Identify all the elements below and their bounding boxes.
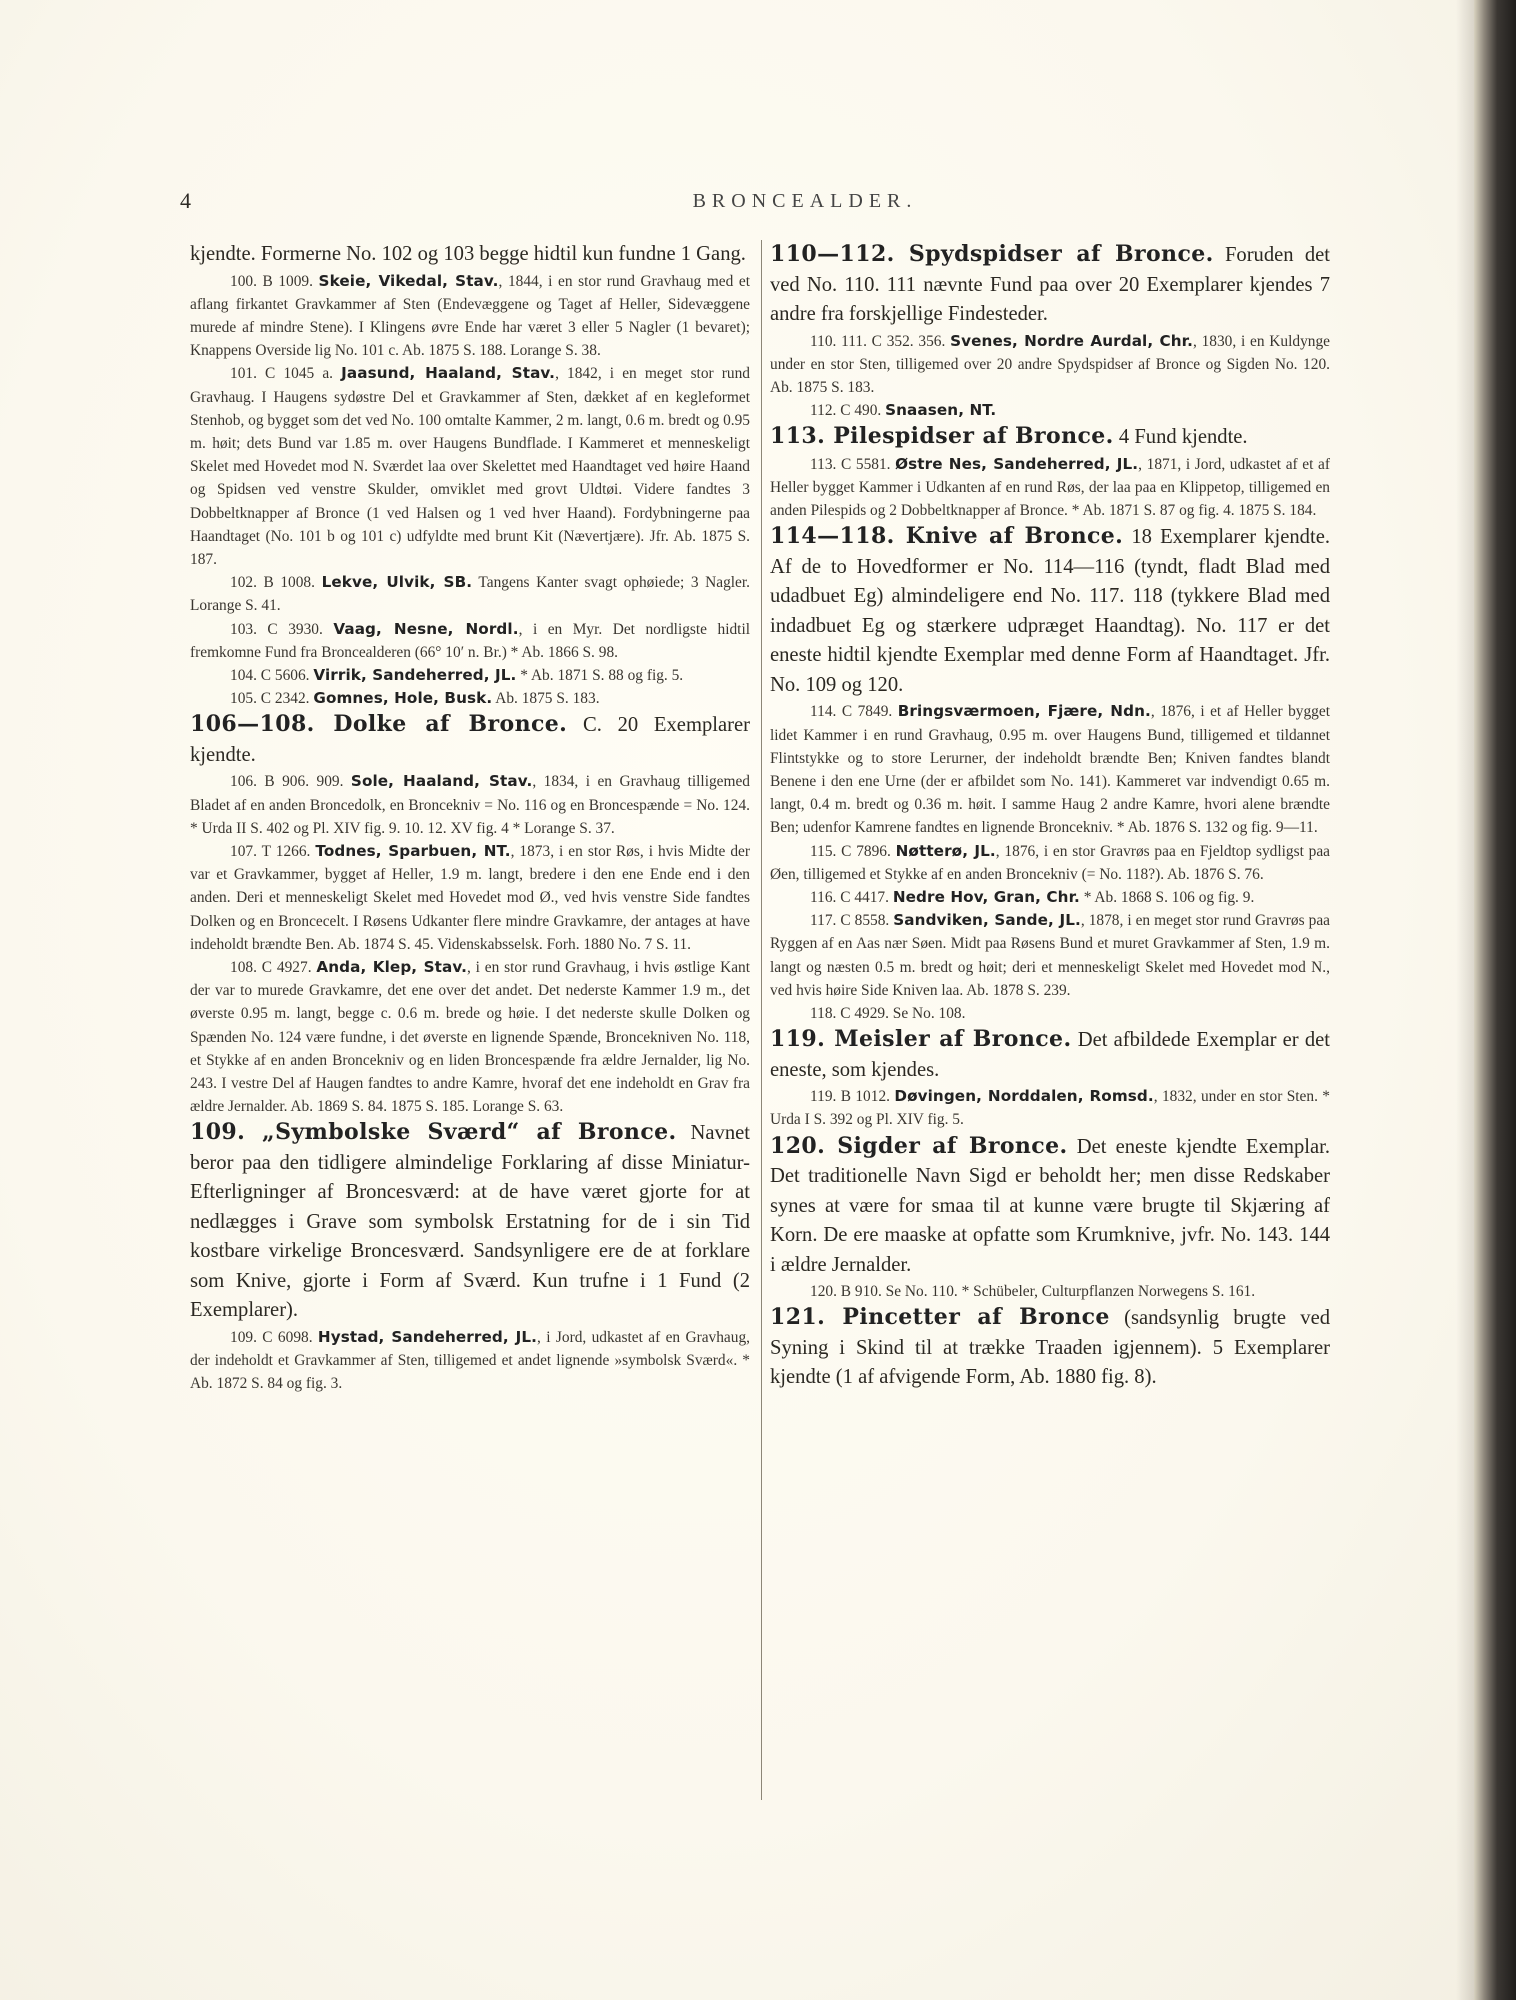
- catalogue-entry: [770, 1002, 1330, 1025]
- entry-text: , 1842, i en meget stor rund Gravhaug. I Haugens sydøstre Del et Gravkammer af Sten, dækket af en kegleformet Stenhob, og bygget som det ved No. 100 omtalte Kammer, 2 m. langt, 0.6 m. bredt og 0.95 m. høit; dets Bund var 1.85 m. over Haugens Bundflade. I Kammeret et menneskeligt Skelet med Hovedet mod N. Sværdet laa over Skelettet med Haandtaget ved høire Haand og Spidsen ved venstre Skulder, omviklet med grovt Uldtøi. Videre fandtes 3 Dobbeltknapper af Bronce (1 ved Halsen og 1 ved hver Haand). Fordybningerne paa Haandtaget (No. 101 b og 101 c) udfyldte med brunt Kit (Nævertjære). Jfr. Ab. 1875 S. 187.: [190, 365, 750, 568]
- entry-text: 100. B 1009.: [230, 272, 319, 290]
- entry-text: Det afbildede Exemplar er det eneste, som kjendes.: [770, 1029, 1330, 1081]
- entry-text: kjendte. Formerne No. 102 og 103 begge hidtil kun fundne 1 Gang.: [190, 243, 746, 265]
- catalogue-entry: [770, 700, 1330, 839]
- section-heading: 110—112. Spydspidser af Bronce.: [770, 241, 1214, 267]
- find-place: Lekve, Ulvik, SB.: [321, 573, 473, 592]
- entry-text: , 1830, i en Kuldynge under en stor Sten, tilligemed over 20 andre Spydspidser af Bronce og Sigden No. 120. Ab. 1875 S. 183.: [770, 332, 1331, 396]
- section-paragraph: [770, 1303, 1330, 1393]
- catalogue-entry: [190, 770, 750, 840]
- section-paragraph: [770, 522, 1330, 700]
- catalogue-entry: [190, 362, 750, 571]
- catalogue-entry: [770, 453, 1330, 523]
- entry-text: 104. C 5606.: [230, 666, 314, 684]
- entry-text: 4 Fund kjendte.: [1113, 426, 1248, 449]
- entry-text: , i en stor rund Gravhaug, i hvis østlige Kant der var to murede Gravkamre, det ene over det andet. Det nederste Kammer 1.9 m., det øverste 0.95 m. langt, begge c. 0.6 m. brede og høie. I det nederste skulle Dolken og Spænden No. 124 være fundne, i det øverste en lignende Spænde, Broncekniven No. 118, et Stykke af en anden Broncekniv og en liden Broncespænde fra ældre Jernalder, lig No. 243. I vestre Del af Haugen fandtes to andre Kamre, hvoraf det ene indeholdt en Grav fra ældre Jernalder. Ab. 1869 S. 84. 1875 S. 185. Lorange S. 63.: [190, 958, 751, 1116]
- right-column: [770, 240, 1330, 1393]
- catalogue-entry: [190, 618, 750, 664]
- section-paragraph: [770, 422, 1330, 453]
- find-place: Virrik, Sandeherred, JL.: [313, 665, 517, 684]
- section-heading: 119. Meisler af Bronce.: [770, 1026, 1072, 1053]
- entry-text: 113. C 5581.: [810, 455, 896, 473]
- catalogue-entry: [190, 270, 750, 363]
- entry-text: Navnet beror paa den tidligere almindelige Forklaring af disse Miniatur-Efterligninger af Broncesværd: at de have været gjorte for at nedlægges i Grave som symbolsk Erstatning for de i sin Tid kostbare virkelige Broncesværd. Sandsynligere ere de at forklare som Knive, gjorte i Form af Sværd. Kun trufne i 1 Fund (2 Exemplarer).: [190, 1122, 750, 1322]
- catalogue-entry: [770, 909, 1330, 1002]
- section-heading: 121. Pincetter af Bronce: [770, 1304, 1110, 1331]
- entry-text: 102. B 1008.: [230, 574, 322, 592]
- entry-text: , 1876, i en stor Gravrøs paa en Fjeldtop sydligst paa Øen, tilligemed et Stykke af en anden Broncekniv (= No. 118?). Ab. 1876 S. 76.: [770, 842, 1330, 883]
- section-heading: 109. „Symbolske Sværd“ af Bronce.: [190, 1119, 677, 1146]
- find-place: Døvingen, Norddalen, Romsd.: [894, 1087, 1154, 1106]
- section-heading: 113. Pilespidser af Bronce.: [770, 423, 1114, 450]
- catalogue-entry: [770, 399, 1330, 422]
- entry-text: , 1834, i en Gravhaug tilligemed Bladet af en anden Broncedolk, en Broncekniv = No. 116 og en Broncespænde = No. 124. * Urda II S. 402 og Pl. XIV fig. 9. 10. 12. XV fig. 4 * Lorange S. 37.: [190, 773, 750, 837]
- book-spine: [1474, 0, 1516, 2000]
- find-place: Vaag, Nesne, Nordl.: [333, 619, 519, 638]
- section-paragraph: [190, 710, 750, 770]
- find-place: Anda, Klep, Stav.: [316, 957, 467, 976]
- entry-text: 112. C 490.: [810, 402, 886, 420]
- find-place: Østre Nes, Sandeherred, JL.: [895, 454, 1139, 473]
- entry-text: , 1844, i en stor rund Gravhaug med et aflang firkantet Gravkammer af Sten (Endevæggene og Taget af Heller, Sidevæggene murede af mindre Stene). I Klingens øvre Ende har været 3 eller 5 Nagler (1 bevaret); Knappens Overside lig No. 101 c. Ab. 1875 S. 188. Lorange S. 38.: [190, 272, 750, 360]
- entry-text: , i en Myr. Det nordligste hidtil fremkomne Fund fra Broncealderen (66° 10′ n. Br.) * Ab. 1866 S. 98.: [190, 620, 751, 661]
- catalogue-entry: [190, 664, 750, 687]
- catalogue-entry: [190, 1326, 750, 1396]
- find-place: Sandviken, Sande, JL.: [893, 911, 1081, 930]
- entry-text: 18 Exemplarer kjendte. Af de to Hovedformer er No. 114—116 (tyndt, fladt Blad med udadbuet Eg) almindeligere end No. 117. 118 (tykkere Blad med indadbuet Eg og stærkere udpræget Haandtag). No. 117 er det eneste hidtil kjendte Exemplar med denne Form af Haandtaget. Jfr. No. 109 og 120.: [770, 526, 1330, 696]
- entry-text: 105. C 2342.: [230, 690, 314, 708]
- entry-text: (sandsynlig brugte ved Syning i Skind til at trække Traaden igjennem). 5 Exemplarer kjendte (1 af afvigende Form, Ab. 1880 fig. 8).: [770, 1307, 1331, 1389]
- catalogue-entry: [770, 840, 1330, 886]
- find-place: Sole, Haaland, Stav.: [350, 772, 533, 791]
- find-place: Gomnes, Hole, Busk.: [313, 689, 493, 708]
- entry-text: 106. B 906. 909.: [230, 773, 351, 791]
- entry-text: Ab. 1875 S. 183.: [492, 690, 600, 708]
- section-heading: 106—108. Dolke af Bronce.: [190, 711, 568, 738]
- find-place: Snaasen, NT.: [885, 401, 997, 420]
- catalogue-entry: [190, 840, 750, 956]
- section-paragraph: [190, 240, 750, 270]
- catalogue-entry: [190, 956, 750, 1118]
- entry-text: 114. C 7849.: [810, 703, 898, 721]
- section-paragraph: [770, 1132, 1330, 1281]
- entry-text: , 1873, i en stor Røs, i hvis Midte der var et Gravkammer, bygget af Heller, 1.9 m. langt, bredere i den ene Ende end i den anden. Deri et menneskeligt Skelet med Hovedet mod Ø., ved hvis venstre Side fandtes Dolken og en Broncecelt. I Røsens Udkanter flere mindre Gravkamre, der antages at have indeholdt brændte Ben. Ab. 1874 S. 45. Videnskabsselsk. Forh. 1880 No. 7 S. 11.: [190, 842, 751, 953]
- entry-text: 119. B 1012.: [810, 1088, 895, 1106]
- entry-text: * Ab. 1868 S. 106 og fig. 9.: [1079, 889, 1255, 907]
- column-divider: [761, 240, 762, 1800]
- catalogue-entry: [190, 571, 750, 617]
- entry-text: 110. 111. C 352. 356.: [810, 332, 951, 350]
- section-paragraph: [190, 1118, 750, 1326]
- entry-text: , 1871, i Jord, udkastet af et af Heller bygget Kammer i Udkanten af en rund Røs, der laa paa en Klippetop, tilligemed en anden Pilespids og 2 Dobbeltknapper af Bronce. * Ab. 1871 S. 87 og fig. 4. 1875 S. 184.: [770, 455, 1330, 520]
- entry-text: 103. C 3930.: [230, 620, 334, 638]
- entry-text: * Ab. 1871 S. 88 og fig. 5.: [516, 666, 684, 684]
- section-paragraph: [770, 240, 1330, 330]
- catalogue-entry: [190, 687, 750, 710]
- find-place: Nedre Hov, Gran, Chr.: [892, 888, 1080, 907]
- entry-text: , i Jord, udkastet af en Gravhaug, der indeholdt et Gravkammer af Sten, tilligemed et andet lignende »symbolsk Sværd«. * Ab. 1872 S. 84 og fig. 3.: [190, 1328, 750, 1393]
- entry-text: 101. C 1045 a.: [230, 365, 342, 383]
- catalogue-entry: [770, 1085, 1330, 1131]
- page-number: 4: [180, 188, 191, 213]
- find-place: Jaasund, Haaland, Stav.: [341, 364, 556, 383]
- section-heading: 120. Sigder af Bronce.: [770, 1132, 1068, 1159]
- find-place: Svenes, Nordre Aurdal, Chr.: [950, 331, 1193, 350]
- page-gutter-shadow: [1456, 0, 1474, 2000]
- find-place: Nøtterø, JL.: [895, 841, 996, 860]
- find-place: Todnes, Sparbuen, NT.: [315, 841, 511, 860]
- find-place: Bringsværmoen, Fjære, Ndn.: [897, 702, 1151, 721]
- section-paragraph: [770, 1025, 1330, 1085]
- entry-text: C. 20 Exemplarer kjendte.: [190, 714, 750, 766]
- entry-text: 116. C 4417.: [810, 889, 893, 907]
- find-place: Hystad, Sandeherred, JL.: [317, 1327, 538, 1346]
- left-column: [190, 240, 750, 1396]
- catalogue-entry: [770, 330, 1330, 400]
- entry-text: 120. B 910. Se No. 110. * Schübeler, Culturpflanzen Norwegens S. 161.: [810, 1283, 1256, 1301]
- entry-text: , 1876, i et af Heller bygget lidet Kammer i en rund Gravhaug, 0.95 m. over Haugens Bund, tilligemed et tildannet Flintstykke og to store Lerurner, der indeholdt brændte Ben; Kniven fandtes blandt Benene i den ene Urne (der er afbildet som No. 141). Kammeret var indvendigt 0.65 m. langt, 0.4 m. bredt og 0.36 m. høit. I samme Haug 2 andre Kamre, hvori alene brændte Ben; udenfor Kamrene fandtes en lignende Broncekniv. * Ab. 1876 S. 132 og fig. 9—11.: [770, 703, 1330, 837]
- running-title: BRONCEALDER.: [692, 190, 918, 212]
- page-header: [180, 188, 1430, 218]
- entry-text: 115. C 7896.: [810, 842, 896, 860]
- section-heading: 114—118. Knive af Bronce.: [770, 523, 1124, 550]
- entry-text: 118. C 4929. Se No. 108.: [810, 1005, 966, 1023]
- entry-text: 117. C 8558.: [810, 912, 894, 930]
- find-place: Skeie, Vikedal, Stav.: [318, 271, 499, 290]
- entry-text: , 1878, i en meget stor rund Gravrøs paa Ryggen af en Aas nær Søen. Midt paa Røsens Bund et muret Gravkammer af Sten, 1.9 m. langt og næsten 0.5 m. bredt og høit; deri et menneskeligt Skelet med Hovedet mod N., ved hvis høire Side Kniven laa. Ab. 1878 S. 239.: [770, 912, 1330, 999]
- entry-text: Foruden det ved No. 110. 111 nævnte Fund paa over 20 Exemplarer kjendes 7 andre fra forskjellige Findesteder.: [770, 244, 1330, 325]
- catalogue-entry: [770, 1280, 1330, 1303]
- entry-text: , 1832, under en stor Sten. * Urda I S. 392 og Pl. XIV fig. 5.: [770, 1088, 1330, 1129]
- entry-text: Det eneste kjendte Exemplar. Det traditionelle Navn Sigd er beholdt her; men disse Redskaber synes at være for smaa til at kunne være brugte til Skjæring af Korn. De ere maaske at opfatte som Krumknive, jvfr. No. 143. 144 i ældre Jernalder.: [770, 1135, 1330, 1276]
- entry-text: 109. C 6098.: [230, 1328, 318, 1346]
- entry-text: 108. C 4927.: [230, 958, 317, 976]
- catalogue-entry: [770, 886, 1330, 909]
- entry-text: 107. T 1266.: [230, 842, 316, 860]
- entry-text: Tangens Kanter svagt ophøiede; 3 Nagler. Lorange S. 41.: [190, 574, 750, 615]
